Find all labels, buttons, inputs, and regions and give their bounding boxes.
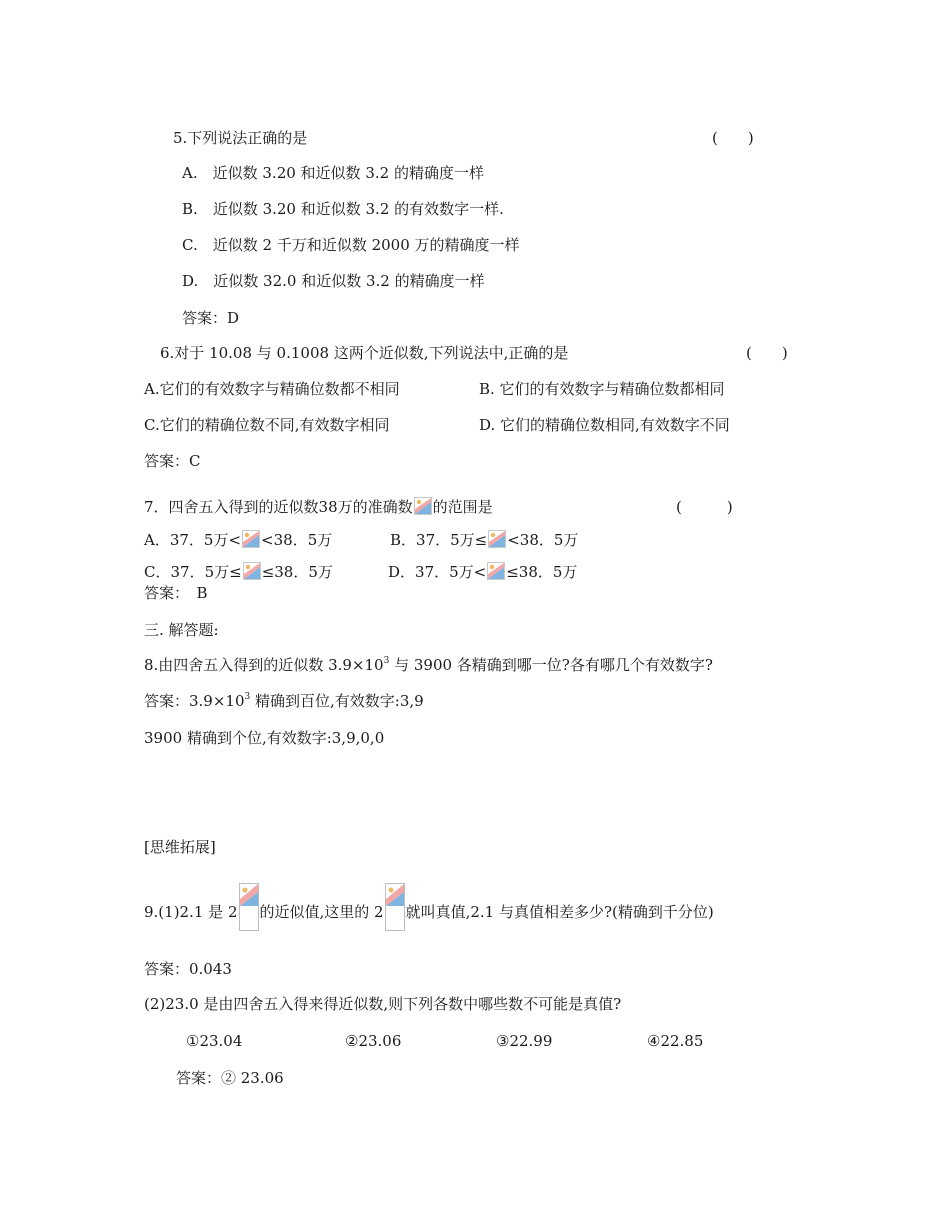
q9-choice-2: ②23.06 xyxy=(345,1032,402,1050)
q9-choice-1: ①23.04 xyxy=(186,1032,243,1050)
q8-question xyxy=(144,655,713,675)
q9-text-end: 就叫真值,2.1 与真值相差多少?(精确到千分位) xyxy=(405,903,714,921)
q7-answer-paren: ( ) xyxy=(676,498,733,516)
q7-question-text: 7．四舍五入得到的近似数38万的准确数 xyxy=(144,498,413,516)
broken-image-icon xyxy=(242,530,260,548)
option-letter: A. xyxy=(182,164,198,182)
broken-image-icon xyxy=(385,883,405,931)
option-text: 近似数 2 千万和近似数 2000 万的精确度一样 xyxy=(212,236,520,254)
option-text: C．37．5万≤ xyxy=(144,563,242,581)
option-text: <38．5万 xyxy=(261,531,333,549)
option-text: 近似数 3.20 和近似数 3.2 的精确度一样 xyxy=(212,164,484,182)
q9-choice-4: ④22.85 xyxy=(647,1032,704,1050)
option-letter: B. xyxy=(182,200,198,218)
q7-question xyxy=(144,497,493,517)
q9-part2: (2)23.0 是由四舍五入得来得近似数,则下列各数中哪些数不可能是真值? xyxy=(144,995,622,1013)
q6-option-c: C.它们的精确位数不同,有效数字相同 xyxy=(144,416,390,434)
exponent: 3 xyxy=(244,692,251,702)
broken-image-icon xyxy=(239,883,259,931)
q7-option-a xyxy=(144,530,332,550)
q9-answer1: 答案：0.043 xyxy=(144,960,232,978)
q6-option-a: A.它们的有效数字与精确位数都不相同 xyxy=(144,380,400,398)
q6-answer: 答案：C xyxy=(144,452,201,470)
q7-option-d xyxy=(388,562,577,582)
option-text: A．37．5万< xyxy=(144,531,242,549)
q5-option-d xyxy=(182,271,485,291)
option-text: D．37．5万< xyxy=(388,563,487,581)
q9-answer2: 答案：② 23.06 xyxy=(176,1069,284,1087)
q5-option-a xyxy=(182,163,484,183)
q6-question: 6.对于 10.08 与 0.1008 这两个近似数,下列说法中,正确的是 xyxy=(160,344,569,362)
q7-option-c xyxy=(144,562,333,582)
q6-option-b: B. 它们的有效数字与精确位数都相同 xyxy=(479,380,725,398)
q5-option-b xyxy=(182,199,504,219)
q8-answer-line2: 3900 精确到个位,有效数字:3,9,0,0 xyxy=(144,729,385,747)
q8-answer-text-end: 精确到百位,有效数字:3,9 xyxy=(250,692,424,710)
q5-question: 5.下列说法正确的是 xyxy=(173,129,308,147)
q5-answer-paren: ( ) xyxy=(712,129,754,147)
section-heading: 三. 解答题: xyxy=(144,621,219,639)
option-letter: C. xyxy=(182,236,198,254)
q9-choice-3: ③22.99 xyxy=(496,1032,553,1050)
q7-question-text-end: 的范围是 xyxy=(432,498,493,516)
broken-image-icon xyxy=(487,562,505,580)
expand-heading: [思维拓展] xyxy=(144,838,216,856)
q6-option-d: D. 它们的精确位数相同,有效数字不同 xyxy=(479,416,730,434)
q5-option-c xyxy=(182,235,520,255)
option-text: B．37．5万≤ xyxy=(390,531,488,549)
q8-answer-text: 答案：3.9×10 xyxy=(144,692,245,710)
option-letter: D. xyxy=(182,272,199,290)
option-text: 近似数 3.20 和近似数 3.2 的有效数字一样. xyxy=(212,200,504,218)
q8-text-end: 与 3900 各精确到哪一位?各有哪几个有效数字? xyxy=(389,656,713,674)
option-text: 近似数 32.0 和近似数 3.2 的精确度一样 xyxy=(213,272,485,290)
q5-answer: 答案：D xyxy=(182,309,240,327)
q9-text: 9.(1)2.1 是 2 xyxy=(144,903,238,921)
option-text: <38．5万 xyxy=(507,531,579,549)
q8-text: 8.由四舍五入得到的近似数 3.9×10 xyxy=(144,656,384,674)
q9-part1 xyxy=(144,883,714,931)
exponent: 3 xyxy=(383,656,390,666)
q8-answer xyxy=(144,691,424,711)
q6-answer-paren: ( ) xyxy=(746,344,788,362)
q9-text-mid: 的近似值,这里的 2 xyxy=(259,903,384,921)
broken-image-icon xyxy=(414,497,432,515)
option-text: ≤38．5万 xyxy=(506,563,578,581)
option-text: ≤38．5万 xyxy=(261,563,333,581)
broken-image-icon xyxy=(243,562,261,580)
q7-option-b xyxy=(390,530,578,550)
broken-image-icon xyxy=(488,530,506,548)
q7-answer: 答案： B xyxy=(144,584,208,602)
